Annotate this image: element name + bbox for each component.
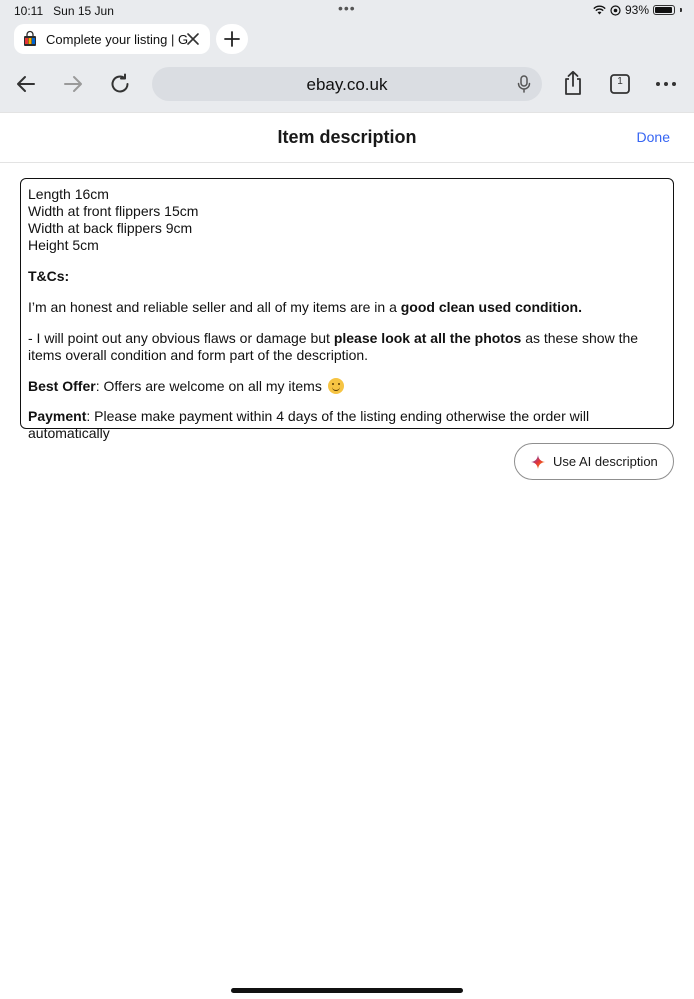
tab-count: 1 — [617, 76, 623, 87]
share-button[interactable] — [559, 69, 587, 97]
battery-tip — [680, 8, 682, 12]
description-line: Width at back flippers 9cm — [28, 220, 193, 236]
sparkle-icon — [531, 455, 545, 469]
reload-button[interactable] — [106, 70, 134, 98]
reload-icon — [108, 72, 132, 96]
battery-fill — [655, 7, 672, 13]
best-offer-paragraph: Best Offer: Offers are welcome on all my items — [28, 378, 666, 395]
browser-tab[interactable] — [14, 24, 210, 54]
honest-paragraph: I’m an honest and reliable seller and all of my items are in a good clean used condition. — [28, 299, 582, 315]
tcs-heading: T&Cs: — [28, 268, 70, 284]
more-options-button[interactable] — [652, 70, 680, 98]
shopping-bag-icon — [22, 31, 38, 47]
flaws-paragraph: - I will point out any obvious flaws or damage but please look at all the photos as these show the items overall condition and form part of the description. — [28, 330, 639, 363]
payment-paragraph: Payment: Please make payment within 4 days of the listing ending otherwise the order will automatically — [28, 408, 590, 441]
status-time: 10:11 Sun 15 Jun — [14, 4, 114, 18]
page-title: Item description — [277, 127, 417, 147]
address-bar[interactable] — [152, 67, 542, 101]
multitasking-dots[interactable]: ••• — [338, 0, 356, 16]
browser-chrome — [0, 0, 694, 112]
description-line: Width at front flippers 15cm — [28, 203, 199, 219]
description-line: Length 16cm — [28, 186, 109, 202]
share-icon — [561, 70, 585, 96]
microphone-icon[interactable] — [514, 74, 534, 94]
more-icon — [654, 72, 678, 96]
description-line: Height 5cm — [28, 237, 99, 253]
home-indicator[interactable] — [231, 988, 463, 993]
done-button[interactable]: Done — [636, 129, 670, 145]
tab-title: Complete your listing | G — [46, 31, 189, 47]
arrow-right-icon — [61, 72, 85, 96]
ai-button-label: Use AI description — [553, 454, 658, 469]
battery-icon — [653, 5, 675, 15]
status-indicators — [593, 3, 682, 17]
url-text: ebay.co.uk — [306, 75, 388, 94]
tab-switcher-button[interactable] — [606, 70, 634, 98]
battery-percent: 93% — [624, 3, 649, 17]
smiling-face-icon — [328, 378, 344, 394]
plus-icon — [224, 31, 240, 47]
close-icon[interactable] — [184, 30, 202, 48]
new-tab-button[interactable] — [216, 24, 248, 54]
back-button[interactable] — [12, 70, 40, 98]
status-date: Sun 15 Jun — [53, 4, 114, 18]
arrow-left-icon — [14, 72, 38, 96]
description-textarea[interactable] — [20, 178, 674, 441]
use-ai-description-button[interactable] — [514, 443, 674, 480]
location-icon — [610, 5, 621, 16]
page-header — [0, 112, 694, 163]
forward-button[interactable] — [59, 70, 87, 98]
status-bar — [0, 0, 694, 22]
wifi-icon — [593, 5, 606, 15]
